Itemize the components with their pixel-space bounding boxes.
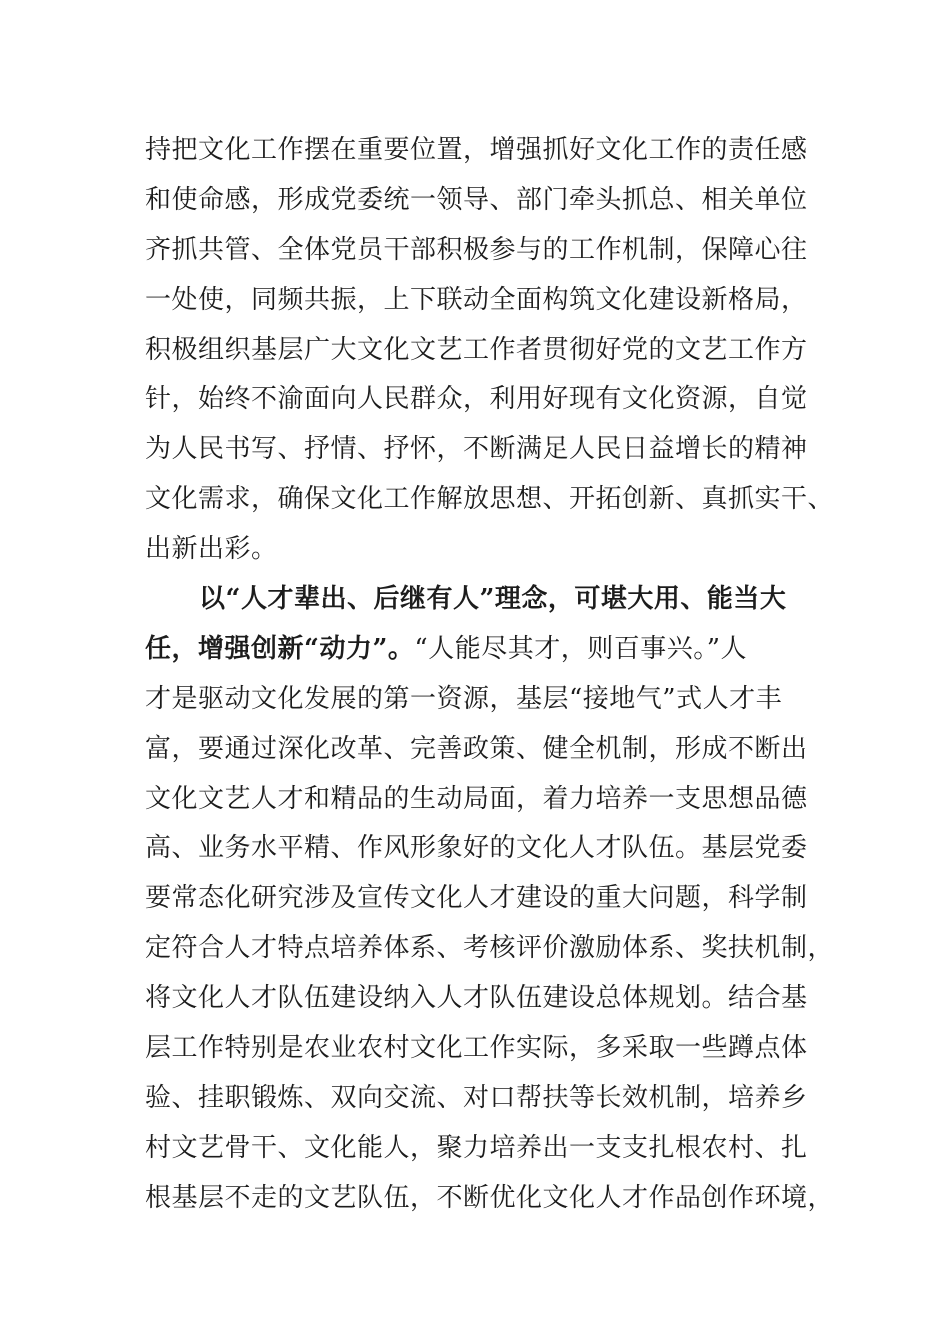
- text-line: 齐抓共管、全体党员干部积极参与的工作机制，保障心往: [145, 234, 808, 265]
- text-line: 验、挂职锻炼、双向交流、对口帮扶等长效机制，培养乡: [145, 1082, 808, 1113]
- text-line: 文化需求，确保文化工作解放思想、开拓创新、真抓实干、: [145, 484, 835, 515]
- paragraph-heading-line: 以“人才辈出、后继有人”理念，可堪大用、能当大: [199, 584, 787, 615]
- text-line: 才是驱动文化发展的第一资源，基层“接地气”式人才丰: [145, 683, 783, 714]
- document-body: [145, 126, 835, 1224]
- text-line: 为人民书写、抒情、抒怀，不断满足人民日益增长的精神: [145, 434, 808, 465]
- text-line: 一处使，同频共振，上下联动全面构筑文化建设新格局，: [145, 284, 808, 315]
- text-line: 定符合人才特点培养体系、考核评价激励体系、奖扶机制，: [145, 933, 835, 964]
- text-line: 文化文艺人才和精品的生动局面，着力培养一支思想品德: [145, 783, 808, 814]
- text-line: 富，要通过深化改革、完善政策、健全机制，形成不断出: [145, 733, 808, 764]
- paragraph-culture-work: [145, 126, 835, 575]
- text-line: 村文艺骨干、文化能人，聚力培养出一支支扎根农村、扎: [145, 1132, 808, 1163]
- text-line: 根基层不走的文艺队伍，不断优化文化人才作品创作环境，: [145, 1182, 835, 1213]
- text-line: 将文化人才队伍建设纳入人才队伍建设总体规划。结合基: [145, 983, 808, 1014]
- text-line: 高、业务水平精、作风形象好的文化人才队伍。基层党委: [145, 833, 808, 864]
- text-line: 出新出彩。: [145, 534, 278, 565]
- paragraph-heading-bold: 任，增强创新“动力”。: [145, 633, 415, 664]
- quote-text: “人能尽其才，则百事兴。”人: [414, 633, 748, 664]
- text-line: 持把文化工作摆在重要位置，增强抓好文化工作的责任感: [145, 135, 808, 165]
- text-line: 积极组织基层广大文化文艺工作者贯彻好党的文艺工作方: [145, 334, 808, 365]
- paragraph-heading-line: [145, 625, 805, 675]
- paragraph-talent: [145, 575, 835, 1224]
- text-line: 层工作特别是农业农村文化工作实际，多采取一些蹲点体: [145, 1033, 808, 1064]
- text-line: 和使命感，形成党委统一领导、部门牵头抓总、相关单位: [145, 184, 808, 215]
- text-line: 要常态化研究涉及宣传文化人才建设的重大问题，科学制: [145, 883, 808, 914]
- text-line: 针，始终不渝面向人民群众，利用好现有文化资源，自觉: [145, 384, 808, 415]
